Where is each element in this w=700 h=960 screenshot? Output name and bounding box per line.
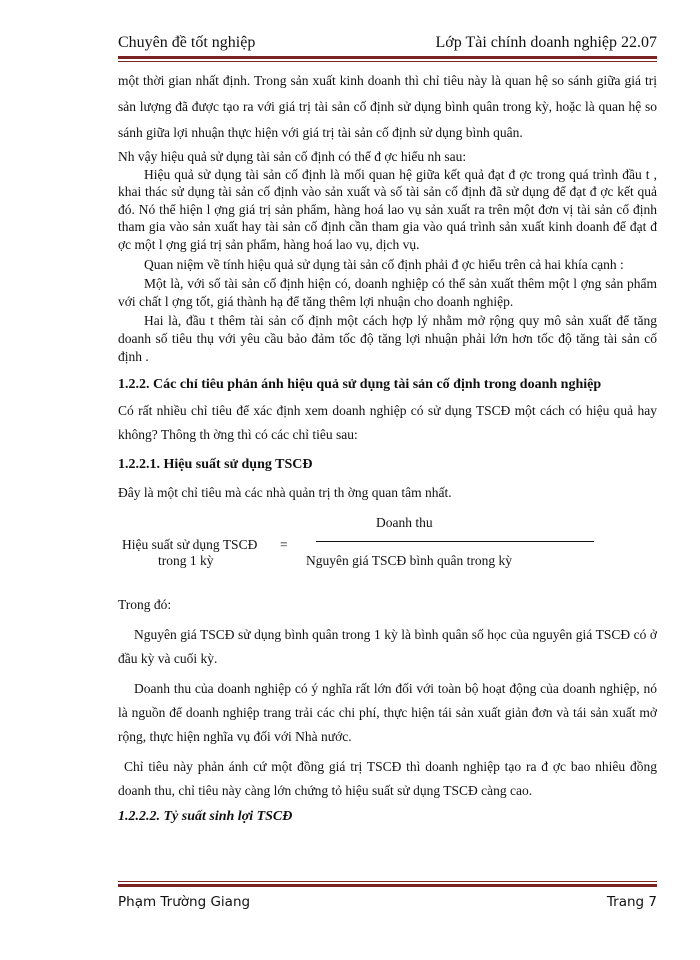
header-rule: [118, 56, 657, 62]
section-heading-1-2-2-2: 1.2.2.2. Tỷ suất sinh lợi TSCĐ: [118, 809, 293, 825]
paragraph-intro: một thời gian nhất định. Trong sản xuất kinh doanh thì chỉ tiêu này là quan hệ so sánh giữa giá trị sản lượng đã được tạo ra với giá trị tài sản cố định sử dụng bình quân trong kỳ, hoặc là quan hệ so sánh giữa lợi nhuận thực hiện với giá trị tài sản cố định sử dụng bình quân.: [118, 73, 657, 140]
paragraph-reflection: Chỉ tiêu này phản ánh cứ một đồng giá trị TSCĐ thì doanh nghiệp tạo ra đ ợc bao nhiêu đồng doanh thu, chỉ tiêu này càng lớn chứng tỏ hiệu suất sử dụng TSCĐ càng cao.: [118, 759, 657, 799]
paragraph-concept: Quan niệm về tính hiệu quả sử dụng tài sản cố định phải đ ợc hiểu trên cả hai khía cạnh :: [144, 256, 624, 272]
paragraph-indicators: Có rất nhiều chỉ tiêu để xác định xem doanh nghiệp có sử dụng TSCĐ một cách có hiệu quả hay không? Thông th ờng thì có các chỉ tiêu sau:: [118, 403, 657, 443]
paragraph-where: Trong đó:: [118, 597, 172, 613]
page-body: [118, 68, 657, 825]
paragraph-first-aspect: Một là, với số tài sản cố định hiện có, doanh nghiệp có thể sản xuất thêm một l ợng sản phẩm với chất l ợng tốt, giá thành hạ để tăng thêm lợi nhuận cho doanh nghiệp.: [118, 276, 657, 309]
page-footer: [118, 894, 657, 910]
formula-block: [118, 515, 657, 577]
header-title-right: Lớp Tài chính doanh nghiệp 22.07: [435, 34, 657, 51]
formula-numerator: Doanh thu: [376, 515, 433, 531]
section-heading-1-2-2-1: 1.2.2.1. Hiệu suất sử dụng TSCĐ: [118, 457, 313, 473]
paragraph-original-cost: Nguyên giá TSCĐ sử dụng bình quân trong 1 kỳ là bình quân số học của nguyên giá TSCĐ có ở đầu kỳ và cuối kỳ.: [118, 627, 657, 667]
page-header: [118, 34, 657, 52]
section-heading-1-2-2: 1.2.2. Các chỉ tiêu phản ánh hiệu quả sử dụng tài sản cố định trong doanh nghiệp: [118, 377, 602, 393]
formula-denominator: Nguyên giá TSCĐ bình quân trong kỳ: [306, 553, 512, 569]
paragraph-revenue: Doanh thu của doanh nghiệp có ý nghĩa rất lớn đối với toàn bộ hoạt động của doanh nghiệp, nó là nguồn để doanh nghiệp trang trải các chi phí, thực hiện tái sản xuất giản đơn và tái sản xuất mở rộng, thực hiện nghĩa vụ đối với Nhà nước.: [118, 681, 657, 745]
page-number: Trang 7: [606, 894, 657, 910]
formula-equals: =: [280, 537, 288, 553]
paragraph-second-aspect: Hai là, đầu t thêm tài sản cố định một cách hợp lý nhằm mở rộng quy mô sản xuất để tăng doanh số tiêu thụ với yêu cầu bảo đảm tốc độ tăng lợi nhuận phải lớn hơn tốc độ tăng tài sản cố định .: [118, 313, 657, 364]
paragraph-summary: Nh vậy hiệu quả sử dụng tài sản cố định có thể đ ợc hiểu nh sau:: [118, 149, 467, 164]
footer-rule: [118, 881, 657, 887]
paragraph-definition: Hiệu quả sử dụng tài sản cố định là mối quan hệ giữa kết quả đạt đ ợc trong quá trình đầu t , khai thác sử dụng tài sản cố định vào sản xuất và số tài sản cố định đã sử dụng để đạt đ ợc kết quả đó. Nó thể hiện l ợng giá trị sản phẩm, hàng hoá lao vụ sản xuất ra trên một đơn vị tài sản cố định tham gia vào sản xuất hay tài sản cố định cần tham gia vào quá trình sản xuất kinh doanh để đạt đ ợc một l ợng giá trị sản phẩm, hàng hoá lao vụ, dịch vụ.: [118, 166, 657, 252]
footer-author: Phạm Trường Giang: [118, 894, 251, 910]
fraction-bar: [316, 541, 594, 542]
header-title-left: Chuyên đề tốt nghiệp: [118, 34, 256, 51]
paragraph-manager-note: Đây là một chỉ tiêu mà các nhà quản trị th ờng quan tâm nhất.: [118, 485, 452, 501]
formula-label: Hiệu suất sử dụng TSCĐ: [122, 537, 258, 553]
formula-label-line2: trong 1 kỳ: [158, 553, 214, 569]
